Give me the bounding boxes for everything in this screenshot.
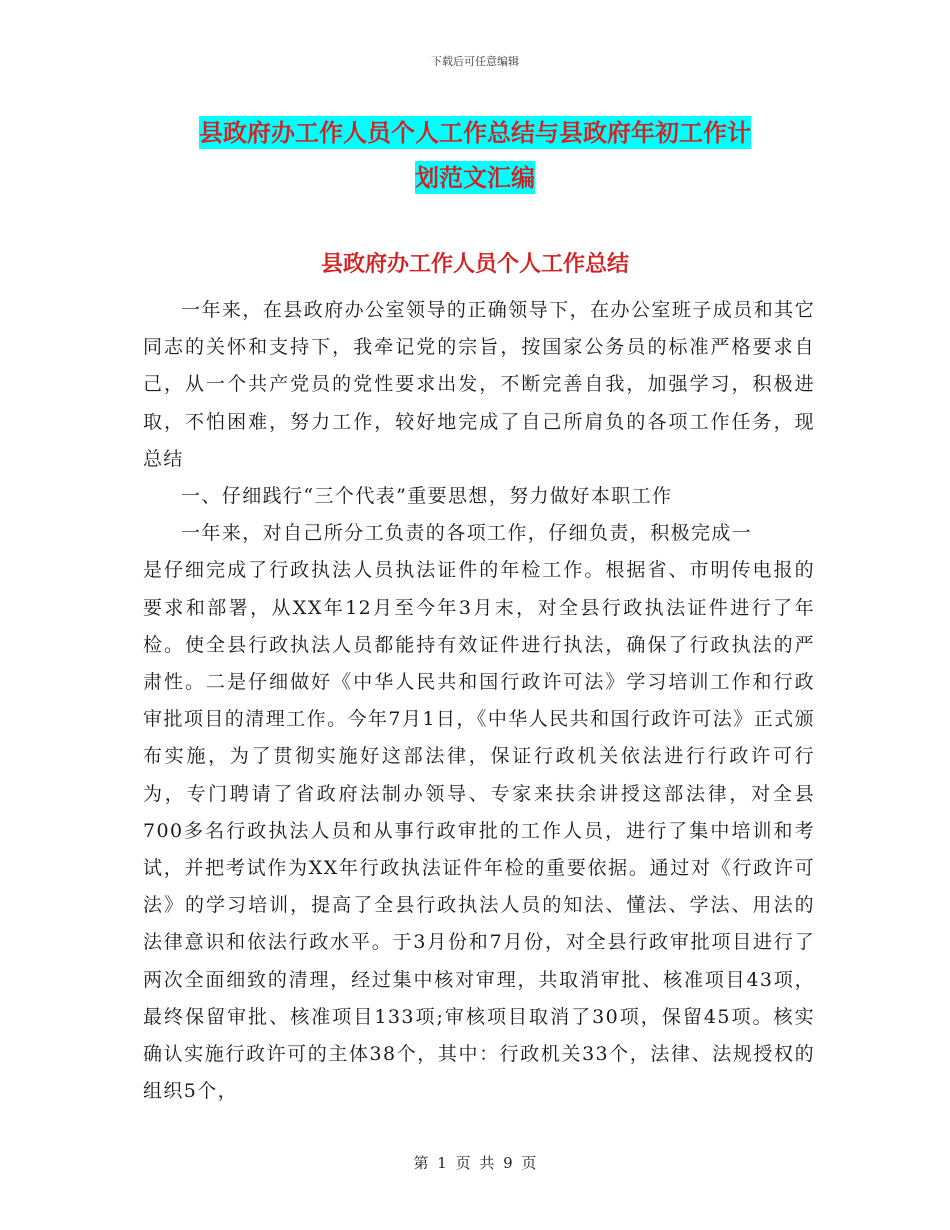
document-title-line1: 县政府办工作人员个人工作总结与县政府年初工作计 — [199, 118, 751, 147]
paragraph-continuation: 是仔细完成了行政执法人员执法证件的年检工作。根据省、市明传电报的要求和部署，从XX年12月至今年3月末，对全县行政执法证件进行了年检。使全县行政执法人员都能持有效证件进行执法，确保了行政执法的严肃性。二是仔细做好《中华人民共和国行政许可法》学习培训工作和行政审批项目的清理工作。今年7月1日，《中华人民共和国行政许可法》正式颁布实施，为了贯彻实施好这部法律，保证行政机关依法进行行政许可行为，专门聘请了省政府法制办领导、专家来扶余讲授这部法律，对全县700多名行政执法人员和从事行政审批的工作人员，进行了集中培训和考试，并把考试作为XX年行政执法证件年检的重要依据。通过对《行政许可法》的学习培训，提高了全县行政执法人员的知法、懂法、学法、用法的法律意识和依法行政水平。于3月份和7月份，对全县行政审批项目进行了两次全面细致的清理，经过集中核对审理，共取消审批、核准项目43项，最终保留审批、核准项目133项;审核项目取消了30项，保留45项。核实确认实施行政许可的主体38个，其中：行政机关33个，法律、法规授权的组织5个， — [143, 559, 815, 1103]
document-title-line2: 划范文汇编 — [415, 163, 535, 192]
body-text — [143, 292, 815, 1110]
paragraph-heading-1: 一、仔细践行“三个代表”重要思想，努力做好本职工作 — [181, 485, 673, 508]
section-title: 县政府办工作人员个人工作总结 — [320, 251, 629, 277]
page-header-note: 下载后可任意编辑 — [431, 55, 519, 68]
paragraph-work-summary: 一年来，对自己所分工负责的各项工作，仔细负责，积极完成一 — [181, 522, 753, 545]
document-title — [0, 110, 950, 200]
paragraph-intro: 一年来，在县政府办公室领导的正确领导下，在办公室班子成员和其它同志的关怀和支持下，我牵记党的宗旨，按国家公务员的标准严格要求自己，从一个共产党员的党性要求出发，不断完善自我，加强学习，积极进取，不怕困难，努力工作，较好地完成了自己所肩负的各项工作任务，现总结 — [143, 299, 815, 470]
page-number: 第 1 页 共 9 页 — [413, 1154, 537, 1172]
